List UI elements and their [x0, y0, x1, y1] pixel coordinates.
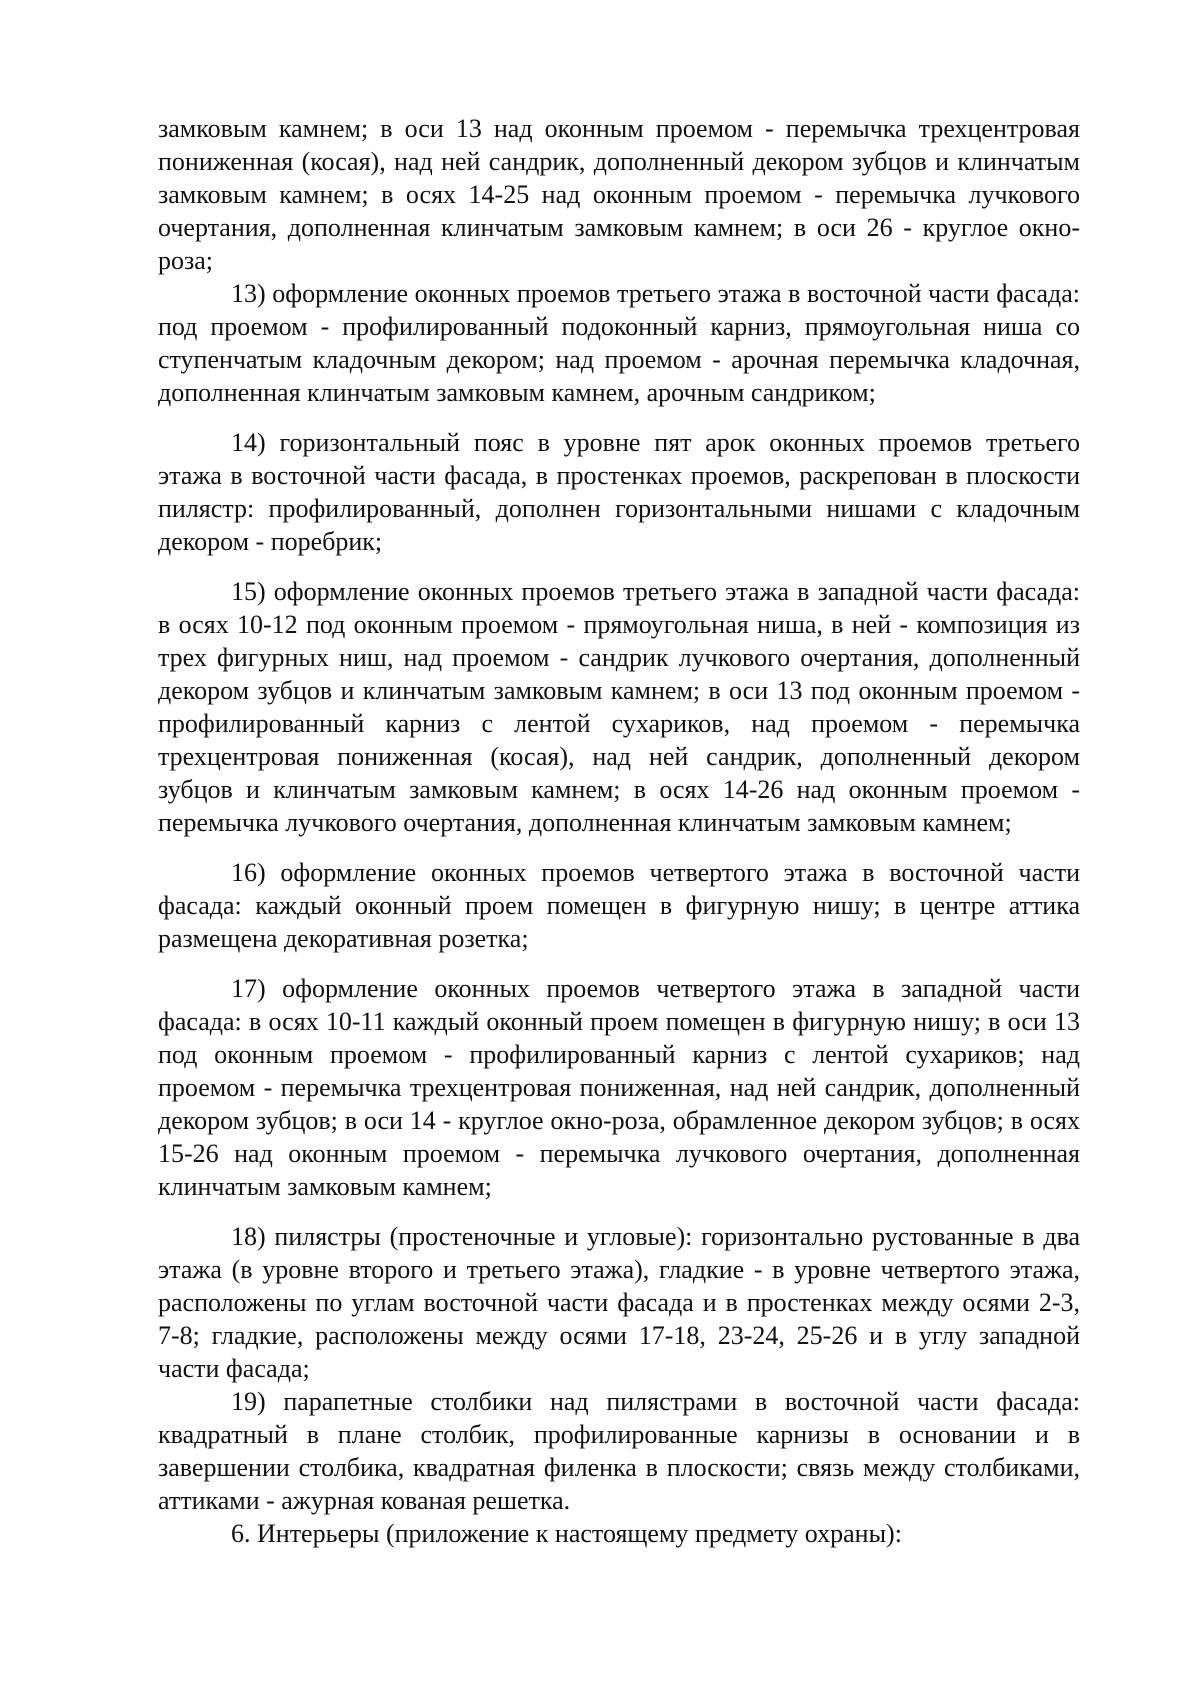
section-heading-interiors: 6. Интерьеры (приложение к настоящему предмету охраны):: [231, 1519, 902, 1548]
paragraph-item-18: 18) пилястры (простеночные и угловые): горизонтально рустованные в два этажа (в уровне второго и третьего этажа), гладкие - в уровне четвертого этажа, расположены по углам восточной части фасада и в простенках между осями 2-3, 7-8; гладкие, расположены между осями 17-18, 23-24, 25-26 и в углу западной части фасада;: [158, 1222, 1080, 1383]
paragraph-item-13: 13) оформление оконных проемов третьего этажа в восточной части фасада: под проемом - профилированный подоконный карниз, прямоугольная ниша со ступенчатым кладочным декором; над проемом - арочная перемычка кладочная, дополненная клинчатым замковым камнем, арочным сандриком;: [158, 279, 1080, 407]
paragraph-item-15: 15) оформление оконных проемов третьего этажа в западной части фасада: в осях 10-12 под оконным проемом - прямоугольная ниша, в ней - композиция из трех фигурных ниш, над проемом - сандрик лучкового очертания, дополненный декором зубцов и клинчатым замковым камнем; в оси 13 под оконным проемом - профилированный карниз с лентой сухариков, над проемом - перемычка трехцентровая пониженная (косая), над ней сандрик, дополненный декором зубцов и клинчатым замковым камнем; в осях 14-26 над оконным проемом - перемычка лучкового очертания, дополненная клинчатым замковым камнем;: [158, 577, 1080, 837]
document-page: [158, 112, 1080, 1550]
paragraph-item-19: 19) парапетные столбики над пилястрами в восточной части фасада: квадратный в плане столбик, профилированные карнизы в основании и в завершении столбика, квадратная филенка в плоскости; связь между столбиками, аттиками - ажурная кованая решетка.: [158, 1387, 1080, 1515]
paragraph-item-14: 14) горизонтальный пояс в уровне пят арок оконных проемов третьего этажа в восточной части фасада, в простенках проемов, раскрепован в плоскости пилястр: профилированный, дополнен горизонтальными нишами с кладочным декором - поребрик;: [158, 428, 1080, 556]
paragraph-item-16: 16) оформление оконных проемов четвертого этажа в восточной части фасада: каждый оконный проем помещен в фигурную нишу; в центре аттика размещена декоративная розетка;: [158, 858, 1080, 953]
paragraph-item-17: 17) оформление оконных проемов четвертого этажа в западной части фасада: в осях 10-11 каждый оконный проем помещен в фигурную нишу; в оси 13 под оконным проемом - профилированный карниз с лентой сухариков; над проемом - перемычка трехцентровая пониженная, над ней сандрик, дополненный декором зубцов; в оси 14 - круглое окно-роза, обрамленное декором зубцов; в осях 15-26 над оконным проемом - перемычка лучкового очертания, дополненная клинчатым замковым камнем;: [158, 974, 1080, 1201]
paragraph-continuation: замковым камнем; в оси 13 над оконным проемом - перемычка трехцентровая пониженная (косая), над ней сандрик, дополненный декором зубцов и клинчатым замковым камнем; в осях 14-25 над оконным проемом - перемычка лучкового очертания, дополненная клинчатым замковым камнем; в оси 26 - круглое окно-роза;: [158, 114, 1080, 275]
